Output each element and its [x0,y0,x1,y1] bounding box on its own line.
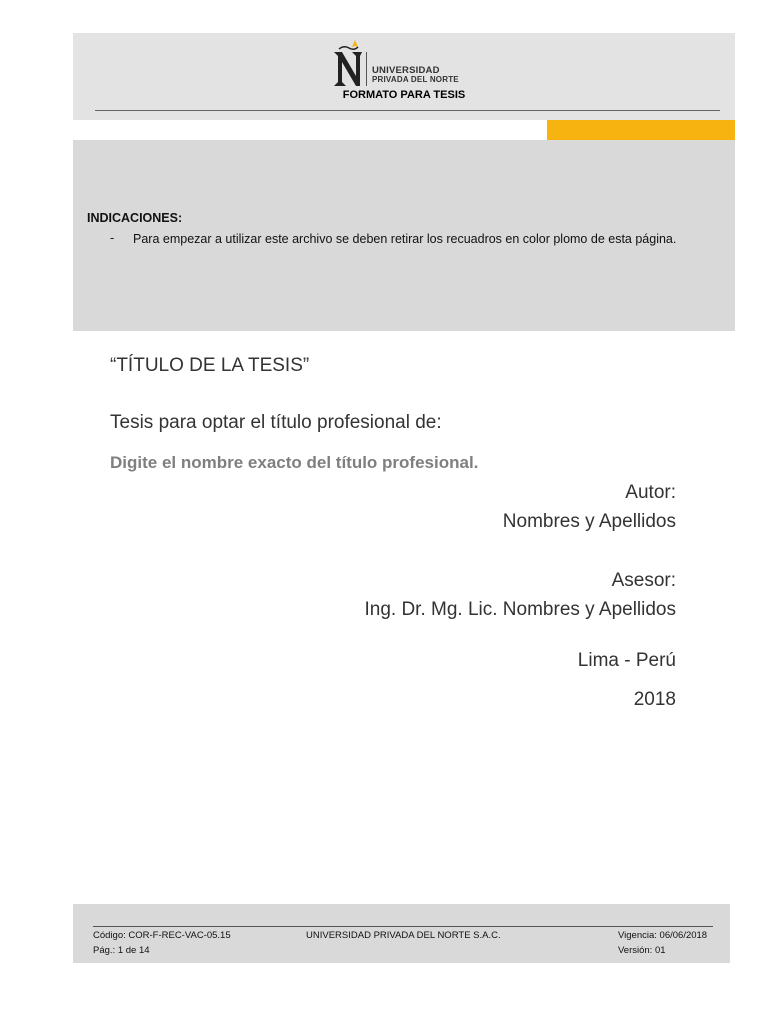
footer-divider [93,926,713,927]
footer-institution: UNIVERSIDAD PRIVADA DEL NORTE S.A.C. [306,930,501,941]
advisor-label: Asesor: [611,570,676,591]
instructions-text: Para empezar a utilizar este archivo se deben retirar los recuadros en color plomo de esta página. [133,232,677,246]
instructions-bullet: - [110,231,115,245]
instructions-heading: INDICACIONES: [87,211,183,225]
accent-bar [547,120,735,140]
degree-name-placeholder: Digite el nombre exacto del título profesional. [110,453,479,472]
footer-validity: Vigencia: 06/06/2018 [618,930,708,941]
thesis-title: “TÍTULO DE LA TESIS” [110,355,310,376]
footer-version: Versión: 01 [618,945,666,956]
logo-line-1: UNIVERSIDAD [372,65,440,76]
year: 2018 [633,689,676,710]
document-type-title: FORMATO PARA TESIS [342,89,466,101]
logo-line-2: PRIVADA DEL NORTE [372,75,459,84]
thesis-purpose: Tesis para optar el título profesional de: [110,412,442,433]
author-label: Autor: [625,482,676,503]
footer-page-number: Pág.: 1 de 14 [93,945,150,956]
place: Lima - Perú [577,650,676,671]
header-divider [95,110,720,111]
footer-code: Código: COR-F-REC-VAC-05.15 [93,930,231,941]
advisor-name: Ing. Dr. Mg. Lic. Nombres y Apellidos [364,599,676,620]
author-name: Nombres y Apellidos [502,511,676,532]
university-logo-text [372,66,459,84]
